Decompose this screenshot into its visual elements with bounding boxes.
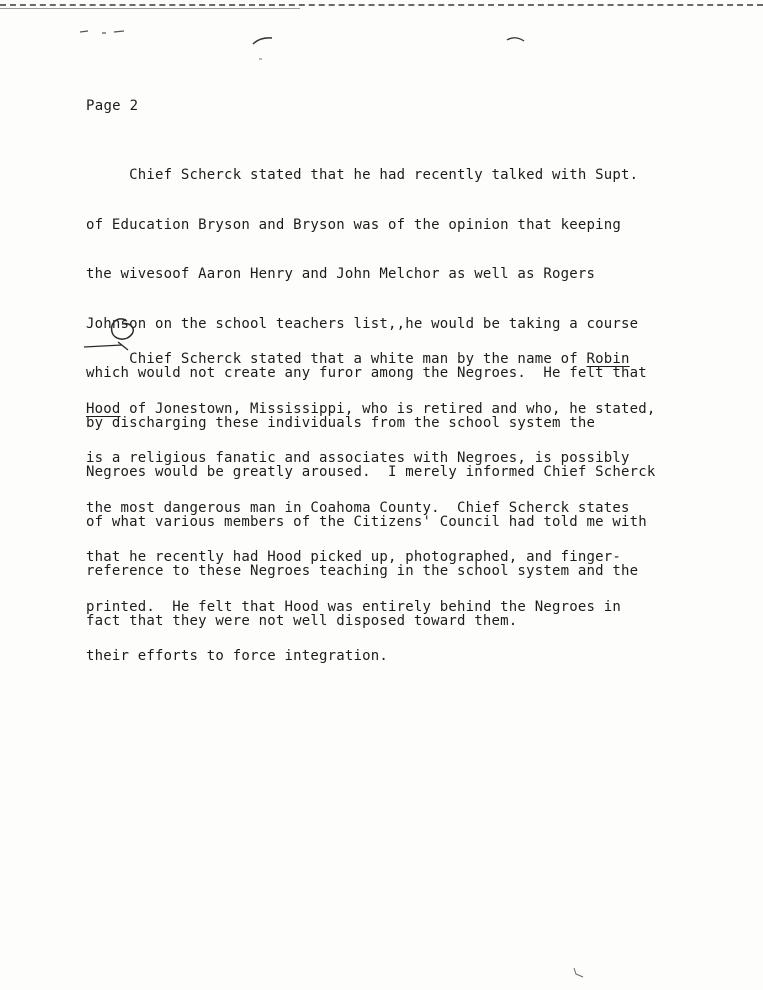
text-line <box>86 401 656 418</box>
text-line: of what various members of the Citizens' Council had told me with <box>86 513 647 530</box>
text-line: Johnson on the school teachers list,,he would be taking a course <box>86 315 639 332</box>
text-line: the most dangerous man in Coahoma County. Chief Scherck states <box>86 499 630 516</box>
text-line: Negroes would be greatly aroused. I merely informed Chief Scherck <box>86 464 656 480</box>
text-line: is a religious fanatic and associates with Negroes, is possibly <box>86 450 630 466</box>
text-line: by discharging these individuals from the school system the <box>86 414 596 431</box>
text-line: fact that they were not well disposed toward them. <box>86 612 518 629</box>
handwritten-circle-mark <box>82 314 142 354</box>
text-line: reference to these Negroes teaching in the school system and the <box>86 563 639 579</box>
text-line: Chief Scherck stated that he had recently talked with Supt. <box>86 167 639 183</box>
underlined-name: Hood <box>86 400 121 417</box>
top-edge-rule <box>0 4 763 6</box>
scan-mark-right <box>505 34 527 44</box>
underlined-name: Robin <box>586 351 630 367</box>
scan-mark-center <box>250 34 276 62</box>
text-line: that he recently had Hood picked up, photographed, and finger- <box>86 549 621 565</box>
page-number: Page 2 <box>86 98 139 114</box>
text-line-segment: of Jonestown, Mississippi, who is retired and who, he stated, <box>120 400 656 417</box>
text-line <box>86 351 656 368</box>
text-line: printed. He felt that Hood was entirely behind the Negroes in <box>86 598 621 615</box>
text-line: their efforts to force integration. <box>86 648 389 664</box>
text-line: the wivesoof Aaron Henry and John Melchor as well as Rogers <box>86 266 596 282</box>
text-line: of Education Bryson and Bryson was of the opinion that keeping <box>86 216 621 233</box>
paragraph-2 <box>86 315 656 698</box>
text-line: which would not create any furor among the Negroes. He felt that <box>86 365 647 381</box>
text-line-segment: Chief Scherck stated that a white man by the name of <box>86 351 587 367</box>
scan-mark-left <box>78 26 128 38</box>
top-edge-shadow <box>0 8 300 9</box>
scan-mark-bottom <box>570 966 588 980</box>
